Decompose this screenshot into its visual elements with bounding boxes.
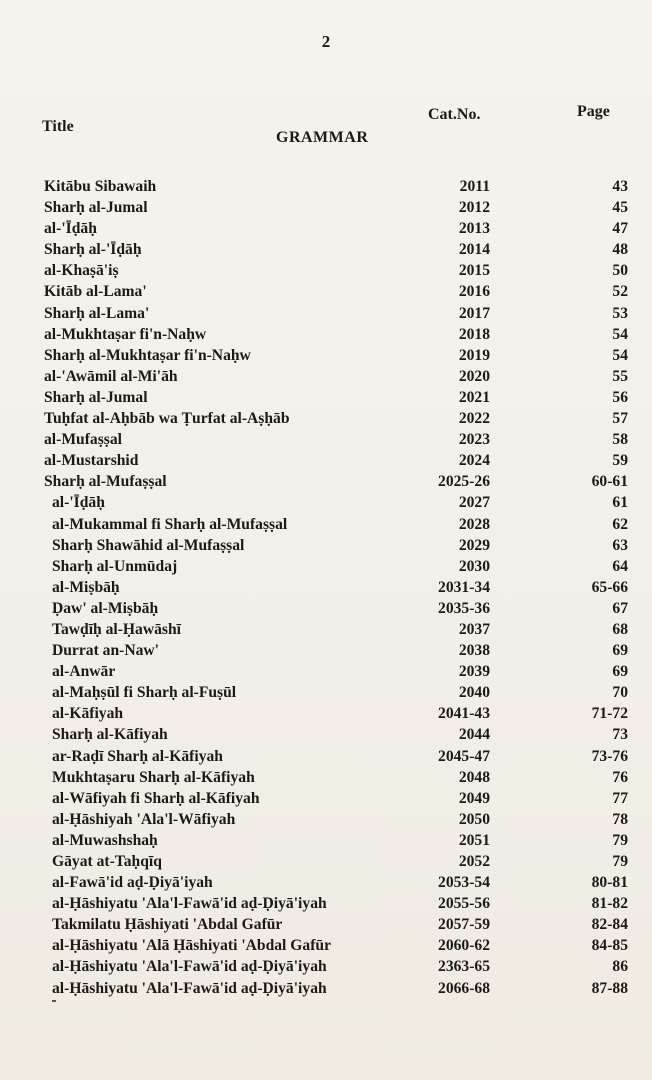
entry-cat-no: 2030 xyxy=(458,557,490,575)
entry-title: Kitāb al-Lama' xyxy=(44,283,147,301)
entry-cat-no: 2011 xyxy=(459,178,490,195)
entry-title: al-Mustarshid xyxy=(44,452,139,470)
entry-cat-no: 2015 xyxy=(458,262,490,280)
catalog-entry xyxy=(0,809,652,830)
catalog-entry xyxy=(0,682,652,703)
entry-title: al-Khaṣā'iṣ xyxy=(44,262,119,280)
catalog-entry xyxy=(0,703,652,724)
entry-cat-no: 2048 xyxy=(458,768,490,786)
catalog-entry xyxy=(0,598,652,619)
entry-title: al-Ḥāshiyatu 'Alā Ḥāshiyati 'Abdal Gafūr xyxy=(52,937,331,955)
catalog-entry xyxy=(0,239,652,260)
entry-page: 67 xyxy=(612,599,628,617)
catalog-entry xyxy=(0,556,652,577)
entry-cat-no: 2013 xyxy=(458,220,490,238)
entry-cat-no: 2055-56 xyxy=(438,895,490,913)
entry-page: 50 xyxy=(612,262,628,280)
entry-page: 77 xyxy=(612,789,628,807)
entry-page: 45 xyxy=(612,199,628,217)
page-number: 2 xyxy=(321,32,331,51)
entry-page: 48 xyxy=(612,241,628,259)
entry-page: 55 xyxy=(612,367,628,385)
entry-cat-no: 2028 xyxy=(458,515,490,533)
entry-cat-no: 2041-43 xyxy=(438,705,490,723)
entry-title: al-'Īḍāḥ xyxy=(44,220,97,238)
catalog-entry xyxy=(0,303,652,324)
catalog-entry xyxy=(0,535,652,556)
entry-cat-no: 2053-54 xyxy=(438,874,490,892)
entry-cat-no: 2038 xyxy=(458,642,490,660)
entry-page: 69 xyxy=(612,642,628,660)
entry-cat-no: 2040 xyxy=(458,684,490,702)
catalog-entry xyxy=(0,661,652,682)
catalog-entry xyxy=(0,176,652,197)
entry-title: al-Kāfiyah xyxy=(52,705,124,723)
catalog-entry xyxy=(0,387,652,408)
entry-cat-no: 2051 xyxy=(458,831,490,849)
entry-page: 73 xyxy=(612,726,628,744)
catalog-entry xyxy=(0,767,652,788)
catalog-entry xyxy=(0,429,652,450)
entry-cat-no: 2037 xyxy=(458,620,490,638)
entry-page: 57 xyxy=(612,410,628,428)
entry-page: 54 xyxy=(612,325,628,343)
entry-page: 73-76 xyxy=(591,747,628,765)
catalog-entry xyxy=(0,893,652,914)
entry-title: al-Wāfiyah fi Sharḥ al-Kāfiyah xyxy=(52,789,260,807)
entry-cat-no: 2045-47 xyxy=(438,747,490,765)
entry-page: 70 xyxy=(612,684,628,702)
entry-title: al-'Awāmil al-Mi'āh xyxy=(44,367,178,385)
entry-cat-no: 2029 xyxy=(458,536,490,554)
catalog-entry xyxy=(0,366,652,387)
entry-cat-no: 2017 xyxy=(458,304,490,322)
entry-title: Tuḥfat al-Aḥbāb wa Ṭurfat al-Aṣḥāb xyxy=(44,410,290,428)
entry-page: 68 xyxy=(612,620,628,638)
entry-cat-no: 2044 xyxy=(458,726,490,744)
entry-cat-no: 2060-62 xyxy=(438,937,490,955)
entry-title: Tawḍīḥ al-Ḥawāshī xyxy=(52,620,181,638)
entry-cat-no: 2024 xyxy=(458,452,490,470)
entry-title: Sharḥ al-Mufaṣṣal xyxy=(44,473,167,491)
catalog-entry xyxy=(0,324,652,345)
catalog-entry xyxy=(0,408,652,429)
entry-title: al-Anwār xyxy=(52,663,116,681)
entry-page: 53 xyxy=(612,304,628,322)
entry-page: 65-66 xyxy=(591,578,628,596)
entry-page: 61 xyxy=(612,494,628,512)
entry-page: 86 xyxy=(612,958,628,976)
entry-title: al-Maḥṣūl fi Sharḥ al-Fuṣūl xyxy=(52,684,237,702)
entry-page: 82-84 xyxy=(591,916,628,934)
section-heading: GRAMMAR xyxy=(276,129,369,146)
catalog-entry xyxy=(0,492,652,513)
entry-title: Takmilatu Ḥāshiyati 'Abdal Gafūr xyxy=(52,916,283,934)
catalog-entry xyxy=(0,788,652,809)
entry-page: 58 xyxy=(612,431,628,449)
entry-page: 43 xyxy=(612,178,628,195)
entry-cat-no: 2027 xyxy=(458,494,490,512)
entry-page: 69 xyxy=(612,663,628,681)
catalog-entry xyxy=(0,935,652,956)
entry-title: al-Ḥāshiyatu 'Ala'l-Fawā'id aḍ-Ḍiyā'iyah xyxy=(52,958,327,976)
entry-title: al-Ḥāshiyatu 'Ala'l-Fawā'id aḍ-Ḍiyā'iyah xyxy=(52,895,327,913)
entry-page: 80-81 xyxy=(591,874,628,892)
entry-cat-no: 2018 xyxy=(458,325,490,343)
entry-cat-no: 2019 xyxy=(458,346,490,364)
catalog-entry xyxy=(0,640,652,661)
entry-title: Mukhtaṣaru Sharḥ al-Kāfiyah xyxy=(52,768,255,786)
title-column-header: Title xyxy=(42,118,74,135)
entry-cat-no: 2025-26 xyxy=(438,473,490,491)
entry-page: 79 xyxy=(612,853,628,870)
entry-page: 76 xyxy=(612,768,628,786)
catalog-entry xyxy=(0,471,652,492)
entry-page: 71-72 xyxy=(591,705,628,723)
entry-cat-no: 2020 xyxy=(458,367,490,385)
entry-title: Durrat an-Naw' xyxy=(52,642,159,660)
entry-page: 84-85 xyxy=(591,937,628,955)
catalog-entry xyxy=(0,260,652,281)
entry-title: ar-Raḍī Sharḥ al-Kāfiyah xyxy=(52,747,223,765)
entry-title: Sharḥ al-'Īḍāḥ xyxy=(44,241,142,259)
entry-page: 56 xyxy=(612,388,628,406)
entry-page: 81-82 xyxy=(591,895,628,913)
entry-cat-no: 2022 xyxy=(458,410,490,428)
entry-title: al-Miṣbāḥ xyxy=(52,578,120,596)
cat-no-column-header: Cat.No. xyxy=(428,106,481,123)
entry-cat-no: 2052 xyxy=(458,853,490,870)
page-column-header: Page xyxy=(577,103,610,120)
catalog-entry xyxy=(0,577,652,598)
entry-cat-no: 2363-65 xyxy=(438,958,490,976)
entry-cat-no: 2023 xyxy=(458,431,490,449)
catalog-entry xyxy=(0,746,652,767)
entry-title: Sharḥ al-Lama' xyxy=(44,304,150,322)
entry-title: Ḍaw' al-Miṣbāḥ xyxy=(52,599,159,617)
entry-title: Sharḥ al-Jumal xyxy=(44,388,148,406)
entry-cat-no: 2035-36 xyxy=(438,599,490,617)
catalog-entry xyxy=(0,345,652,366)
catalog-entry xyxy=(0,830,652,851)
catalog-entry xyxy=(0,619,652,640)
ink-speck xyxy=(52,1000,56,1002)
entry-cat-no: 2039 xyxy=(458,663,490,681)
entry-title: Gāyat at-Taḥqīq xyxy=(52,853,162,870)
entry-cat-no: 2050 xyxy=(458,810,490,828)
entry-title: Sharḥ al-Jumal xyxy=(44,199,148,217)
entry-title: al-'Īḍāḥ xyxy=(52,494,105,512)
catalog-entry xyxy=(0,724,652,745)
entry-cat-no: 2031-34 xyxy=(438,578,490,596)
entry-page: 64 xyxy=(612,557,628,575)
entry-page: 54 xyxy=(612,346,628,364)
entry-title: Sharḥ al-Mukhtaṣar fi'n-Naḥw xyxy=(44,346,251,364)
entry-title: Sharḥ Shawāhid al-Mufaṣṣal xyxy=(52,536,245,554)
entry-page: 63 xyxy=(612,536,628,554)
entry-cat-no: 2049 xyxy=(458,789,490,807)
entry-page: 78 xyxy=(612,810,628,828)
entry-title: al-Mukhtaṣar fi'n-Naḥw xyxy=(44,325,207,343)
entry-cat-no: 2021 xyxy=(458,388,490,406)
entry-title: Kitābu Sibawaih xyxy=(44,178,157,195)
catalog-entry xyxy=(0,197,652,218)
catalog-entry xyxy=(0,514,652,535)
entry-title: al-Mukammal fi Sharḥ al-Mufaṣṣal xyxy=(52,515,288,533)
entry-page: 47 xyxy=(612,220,628,238)
entry-page: 52 xyxy=(612,283,628,301)
entry-title: Sharḥ al-Kāfiyah xyxy=(52,726,168,744)
catalog-entry xyxy=(0,218,652,239)
catalog-entry xyxy=(0,851,652,872)
entry-page: 87-88 xyxy=(591,979,628,997)
entry-title: Sharḥ al-Unmūdaj xyxy=(52,557,178,575)
entry-cat-no: 2066-68 xyxy=(438,979,490,997)
entry-title: al-Ḥāshiyatu 'Ala'l-Fawā'id aḍ-Ḍiyā'iyah xyxy=(52,979,327,997)
entry-page: 62 xyxy=(612,515,628,533)
catalog-entry xyxy=(0,450,652,471)
catalog-entry xyxy=(0,956,652,977)
entry-title: al-Mufaṣṣal xyxy=(44,431,122,449)
catalog-entry xyxy=(0,914,652,935)
entry-title: al-Muwashshaḥ xyxy=(52,831,158,849)
entry-cat-no: 2016 xyxy=(458,283,490,301)
entry-cat-no: 2012 xyxy=(458,199,490,217)
entry-page: 60-61 xyxy=(591,473,628,491)
catalog-entry xyxy=(0,978,652,999)
entry-page: 59 xyxy=(612,452,628,470)
entry-page: 79 xyxy=(612,831,628,849)
entry-title: al-Ḥāshiyah 'Ala'l-Wāfiyah xyxy=(52,810,236,828)
entry-cat-no: 2014 xyxy=(458,241,490,259)
catalog-entry xyxy=(0,872,652,893)
entry-cat-no: 2057-59 xyxy=(438,916,490,934)
catalog-list xyxy=(0,176,652,999)
catalog-entry xyxy=(0,281,652,302)
entry-title: al-Fawā'id aḍ-Ḍiyā'iyah xyxy=(52,874,213,892)
